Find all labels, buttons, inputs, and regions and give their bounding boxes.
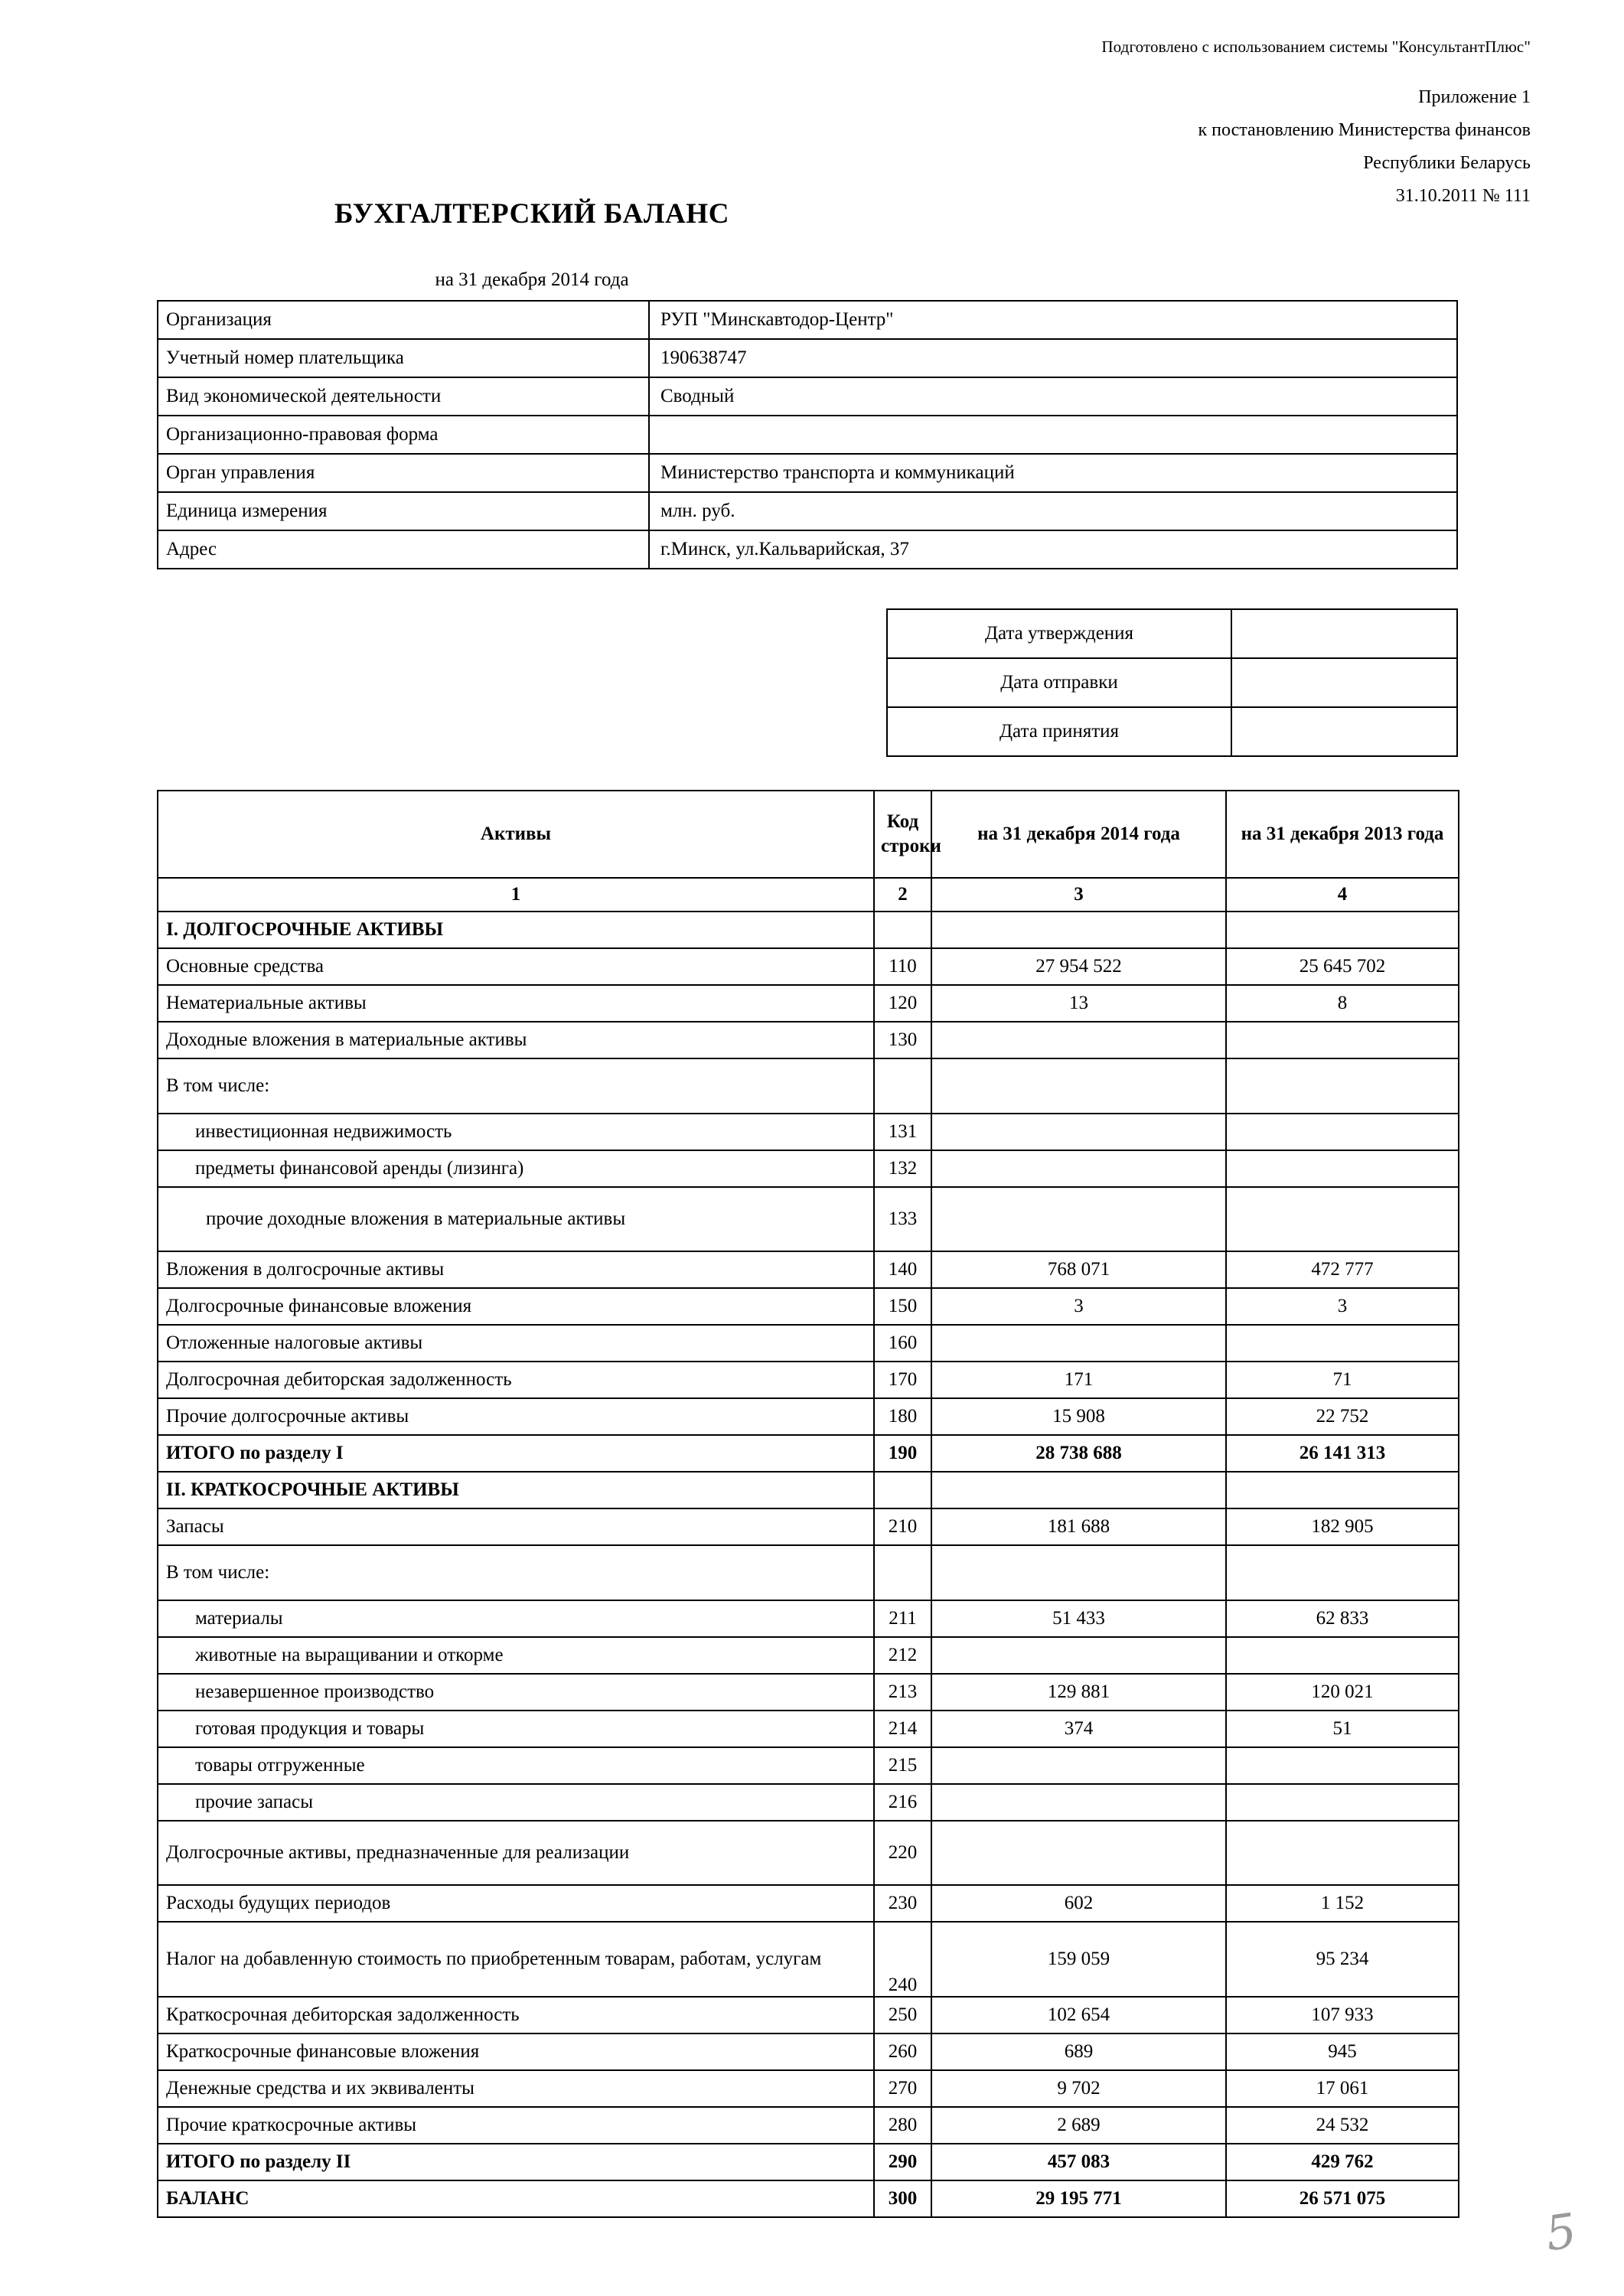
decree-date: 31.10.2011 № 111 — [1395, 185, 1531, 206]
assets-row-name: Доходные вложения в материальные активы — [158, 1022, 874, 1058]
assets-table-row — [158, 1288, 1459, 1325]
assets-row-name: готовая продукция и товары — [158, 1711, 874, 1747]
assets-row-name: II. КРАТКОСРОЧНЫЕ АКТИВЫ — [158, 1472, 874, 1508]
assets-row-value-2014: 602 — [931, 1885, 1226, 1922]
assets-row-value-2013: 120 021 — [1226, 1674, 1459, 1711]
approval-date-label: Дата утверждения — [887, 609, 1231, 658]
assets-table-row — [158, 1711, 1459, 1747]
assets-row-name: прочие запасы — [158, 1784, 874, 1821]
assets-row-name: предметы финансовой аренды (лизинга) — [158, 1150, 874, 1187]
assets-row-value-2013 — [1226, 1545, 1459, 1600]
assets-row-code: 300 — [874, 2180, 931, 2217]
organization-row-value: млн. руб. — [649, 492, 1457, 530]
assets-row-name: Налог на добавленную стоимость по приобретенным товарам, работам, услугам — [158, 1922, 874, 1997]
assets-row-value-2014 — [931, 1821, 1226, 1885]
organization-row-value — [649, 416, 1457, 454]
assets-table-row — [158, 985, 1459, 1022]
organization-row-label: Адрес — [158, 530, 649, 569]
assets-row-value-2013 — [1226, 1747, 1459, 1784]
assets-row-value-2014: 181 688 — [931, 1508, 1226, 1545]
assets-row-name: Долгосрочные активы, предназначенные для реализации — [158, 1821, 874, 1885]
organization-row — [158, 492, 1457, 530]
assets-row-name: материалы — [158, 1600, 874, 1637]
assets-row-value-2013: 182 905 — [1226, 1508, 1459, 1545]
assets-row-value-2013: 62 833 — [1226, 1600, 1459, 1637]
column-number-row — [158, 878, 1459, 912]
assets-row-value-2014: 28 738 688 — [931, 1435, 1226, 1472]
assets-row-value-2014: 13 — [931, 985, 1226, 1022]
assets-table-row — [158, 1022, 1459, 1058]
assets-row-value-2014: 171 — [931, 1362, 1226, 1398]
appendix-reference — [1101, 83, 1531, 211]
assets-row-name: В том числе: — [158, 1545, 874, 1600]
assets-row-name: Расходы будущих периодов — [158, 1885, 874, 1922]
organization-row-label: Единица измерения — [158, 492, 649, 530]
assets-row-name: Долгосрочная дебиторская задолженность — [158, 1362, 874, 1398]
assets-row-value-2013 — [1226, 1150, 1459, 1187]
assets-row-code: 133 — [874, 1187, 931, 1251]
assets-row-value-2013: 51 — [1226, 1711, 1459, 1747]
assets-row-value-2014: 689 — [931, 2033, 1226, 2070]
assets-row-value-2014 — [931, 1472, 1226, 1508]
assets-table-row — [158, 948, 1459, 985]
assets-row-code: 212 — [874, 1637, 931, 1674]
assets-row-name: В том числе: — [158, 1058, 874, 1114]
assets-table-row — [158, 1114, 1459, 1150]
assets-table-row — [158, 1600, 1459, 1637]
assets-row-name: Запасы — [158, 1508, 874, 1545]
col-header-2013: на 31 декабря 2013 года — [1226, 791, 1459, 878]
assets-row-value-2014 — [931, 1747, 1226, 1784]
assets-row-value-2013: 8 — [1226, 985, 1459, 1022]
assets-table-row — [158, 912, 1459, 948]
assets-row-name: БАЛАНС — [158, 2180, 874, 2217]
assets-row-value-2014: 15 908 — [931, 1398, 1226, 1435]
assets-row-name: Отложенные налоговые активы — [158, 1325, 874, 1362]
assets-row-code: 215 — [874, 1747, 931, 1784]
assets-row-code: 131 — [874, 1114, 931, 1150]
assets-row-name: Краткосрочные финансовые вложения — [158, 2033, 874, 2070]
assets-row-name: ИТОГО по разделу II — [158, 2144, 874, 2180]
assets-row-value-2013: 945 — [1226, 2033, 1459, 2070]
approval-date-row — [887, 609, 1457, 658]
assets-row-value-2013: 429 762 — [1226, 2144, 1459, 2180]
col-number-4: 4 — [1226, 878, 1459, 912]
assets-row-name: прочие доходные вложения в материальные активы — [158, 1187, 874, 1251]
handwritten-page-number: 5 — [1542, 2202, 1580, 2262]
assets-table-row — [158, 2144, 1459, 2180]
assets-row-value-2013 — [1226, 1637, 1459, 1674]
assets-row-code: 260 — [874, 2033, 931, 2070]
assets-row-value-2013: 17 061 — [1226, 2070, 1459, 2107]
assets-row-code — [874, 912, 931, 948]
organization-row — [158, 339, 1457, 377]
assets-table-row — [158, 1821, 1459, 1885]
assets-row-value-2014: 129 881 — [931, 1674, 1226, 1711]
assets-row-code: 150 — [874, 1288, 931, 1325]
organization-row — [158, 454, 1457, 492]
assets-table-row — [158, 1997, 1459, 2033]
assets-row-code: 213 — [874, 1674, 931, 1711]
organization-row-value: 190638747 — [649, 339, 1457, 377]
assets-table-row — [158, 2107, 1459, 2144]
organization-row — [158, 377, 1457, 416]
assets-row-value-2013 — [1226, 1058, 1459, 1114]
assets-row-name: ИТОГО по разделу I — [158, 1435, 874, 1472]
assets-row-code: 216 — [874, 1784, 931, 1821]
assets-row-name: Краткосрочная дебиторская задолженность — [158, 1997, 874, 2033]
assets-row-value-2014 — [931, 1325, 1226, 1362]
assets-row-code: 240 — [874, 1922, 931, 1997]
header-block — [1101, 34, 1531, 214]
organization-row-label: Учетный номер плательщика — [158, 339, 649, 377]
assets-row-code: 120 — [874, 985, 931, 1022]
assets-table-row — [158, 1325, 1459, 1362]
assets-row-value-2013 — [1226, 1187, 1459, 1251]
assets-row-name: Прочие краткосрочные активы — [158, 2107, 874, 2144]
assets-row-name: товары отгруженные — [158, 1747, 874, 1784]
assets-row-code: 190 — [874, 1435, 931, 1472]
assets-row-value-2014: 27 954 522 — [931, 948, 1226, 985]
assets-table-row — [158, 2070, 1459, 2107]
assets-row-name: инвестиционная недвижимость — [158, 1114, 874, 1150]
assets-row-value-2013 — [1226, 1022, 1459, 1058]
assets-row-code: 220 — [874, 1821, 931, 1885]
source-note: Подготовлено с использованием системы "КонсультантПлюс" — [1101, 38, 1531, 56]
assets-row-code: 214 — [874, 1711, 931, 1747]
organization-row — [158, 530, 1457, 569]
assets-row-value-2014 — [931, 1114, 1226, 1150]
assets-row-code: 270 — [874, 2070, 931, 2107]
assets-table-head — [158, 791, 1459, 912]
assets-row-name: Вложения в долгосрочные активы — [158, 1251, 874, 1288]
approval-date-value — [1231, 609, 1457, 658]
assets-row-name: Денежные средства и их эквиваленты — [158, 2070, 874, 2107]
assets-row-value-2013: 71 — [1226, 1362, 1459, 1398]
assets-row-value-2014: 51 433 — [931, 1600, 1226, 1637]
organization-row-label: Организационно-правовая форма — [158, 416, 649, 454]
assets-row-value-2014 — [931, 1058, 1226, 1114]
assets-table-row — [158, 1674, 1459, 1711]
assets-row-code: 230 — [874, 1885, 931, 1922]
col-header-code: Код строки — [874, 791, 931, 878]
assets-table-row — [158, 1187, 1459, 1251]
assets-table-row — [158, 1435, 1459, 1472]
assets-row-value-2013 — [1226, 1325, 1459, 1362]
col-number-2: 2 — [874, 878, 931, 912]
assets-row-code: 160 — [874, 1325, 931, 1362]
approval-date-label: Дата принятия — [887, 707, 1231, 756]
assets-row-code — [874, 1545, 931, 1600]
assets-row-code: 250 — [874, 1997, 931, 2033]
assets-row-value-2013: 25 645 702 — [1226, 948, 1459, 985]
assets-row-name: животные на выращивании и откорме — [158, 1637, 874, 1674]
assets-row-code: 132 — [874, 1150, 931, 1187]
approval-date-value — [1231, 707, 1457, 756]
appendix-number: Приложение 1 — [1418, 87, 1531, 108]
organization-row — [158, 416, 1457, 454]
assets-row-code: 140 — [874, 1251, 931, 1288]
assets-row-value-2013 — [1226, 1472, 1459, 1508]
assets-row-value-2013 — [1226, 1784, 1459, 1821]
col-header-assets: Активы — [158, 791, 874, 878]
assets-row-value-2014: 29 195 771 — [931, 2180, 1226, 2217]
assets-table-row — [158, 1508, 1459, 1545]
organization-row-value: г.Минск, ул.Кальварийская, 37 — [649, 530, 1457, 569]
assets-table-row — [158, 1362, 1459, 1398]
assets-row-code — [874, 1058, 931, 1114]
approval-dates-table — [886, 608, 1458, 757]
assets-row-value-2014 — [931, 1187, 1226, 1251]
assets-table-row — [158, 1784, 1459, 1821]
organization-row-value: Министерство транспорта и коммуникаций — [649, 454, 1457, 492]
col-number-3: 3 — [931, 878, 1226, 912]
approval-date-label: Дата отправки — [887, 658, 1231, 707]
page-title: БУХГАЛТЕРСКИЙ БАЛАНС — [334, 198, 730, 230]
assets-row-code: 180 — [874, 1398, 931, 1435]
organization-row-label: Вид экономической деятельности — [158, 377, 649, 416]
assets-table-row — [158, 1150, 1459, 1187]
organization-table — [157, 300, 1458, 569]
assets-row-name: незавершенное производство — [158, 1674, 874, 1711]
assets-row-value-2013: 26 571 075 — [1226, 2180, 1459, 2217]
assets-row-value-2013: 472 777 — [1226, 1251, 1459, 1288]
col-header-2014: на 31 декабря 2014 года — [931, 791, 1226, 878]
decree-line-1: к постановлению Министерства финансов — [1198, 119, 1531, 140]
assets-row-value-2014 — [931, 1545, 1226, 1600]
assets-row-name: Основные средства — [158, 948, 874, 985]
assets-row-code: 110 — [874, 948, 931, 985]
assets-row-value-2013 — [1226, 1821, 1459, 1885]
assets-table-row — [158, 1637, 1459, 1674]
assets-row-name: Нематериальные активы — [158, 985, 874, 1022]
assets-row-value-2014 — [931, 1784, 1226, 1821]
assets-table-row — [158, 1472, 1459, 1508]
assets-row-value-2013: 26 141 313 — [1226, 1435, 1459, 1472]
assets-row-value-2014 — [931, 1022, 1226, 1058]
assets-row-code: 130 — [874, 1022, 931, 1058]
assets-row-value-2014: 102 654 — [931, 1997, 1226, 2033]
assets-row-value-2014: 9 702 — [931, 2070, 1226, 2107]
assets-row-code: 170 — [874, 1362, 931, 1398]
assets-row-value-2014 — [931, 912, 1226, 948]
assets-row-value-2014: 768 071 — [931, 1251, 1226, 1288]
col-number-1: 1 — [158, 878, 874, 912]
assets-row-value-2013 — [1226, 1114, 1459, 1150]
assets-row-value-2013: 22 752 — [1226, 1398, 1459, 1435]
organization-row-value: РУП "Минскавтодор-Центр" — [649, 301, 1457, 339]
assets-row-value-2014 — [931, 1637, 1226, 1674]
assets-row-value-2014: 457 083 — [931, 2144, 1226, 2180]
page-subtitle: на 31 декабря 2014 года — [435, 269, 629, 290]
organization-row-label: Организация — [158, 301, 649, 339]
assets-row-code: 280 — [874, 2107, 931, 2144]
organization-row-value: Сводный — [649, 377, 1457, 416]
assets-row-value-2014: 3 — [931, 1288, 1226, 1325]
approval-date-row — [887, 707, 1457, 756]
assets-row-name: Прочие долгосрочные активы — [158, 1398, 874, 1435]
assets-row-name: Долгосрочные финансовые вложения — [158, 1288, 874, 1325]
assets-table-row — [158, 1058, 1459, 1114]
approval-date-row — [887, 658, 1457, 707]
assets-row-code: 210 — [874, 1508, 931, 1545]
assets-row-value-2014: 159 059 — [931, 1922, 1226, 1997]
approval-date-value — [1231, 658, 1457, 707]
assets-row-value-2014: 2 689 — [931, 2107, 1226, 2144]
organization-row — [158, 301, 1457, 339]
decree-line-2: Республики Беларусь — [1363, 152, 1531, 173]
organization-row-label: Орган управления — [158, 454, 649, 492]
assets-table-row — [158, 1398, 1459, 1435]
assets-table-row — [158, 1545, 1459, 1600]
assets-row-value-2013: 3 — [1226, 1288, 1459, 1325]
assets-row-code — [874, 1472, 931, 1508]
assets-row-code: 290 — [874, 2144, 931, 2180]
assets-table-row — [158, 2033, 1459, 2070]
assets-table-row — [158, 2180, 1459, 2217]
assets-row-value-2014 — [931, 1150, 1226, 1187]
assets-row-value-2013: 1 152 — [1226, 1885, 1459, 1922]
assets-table-row — [158, 1885, 1459, 1922]
assets-row-value-2014: 374 — [931, 1711, 1226, 1747]
assets-row-value-2013: 107 933 — [1226, 1997, 1459, 2033]
assets-table-row — [158, 1922, 1459, 1997]
assets-row-code: 211 — [874, 1600, 931, 1637]
assets-row-name: I. ДОЛГОСРОЧНЫЕ АКТИВЫ — [158, 912, 874, 948]
assets-row-value-2013 — [1226, 912, 1459, 948]
assets-table — [157, 790, 1459, 2218]
assets-row-value-2013: 24 532 — [1226, 2107, 1459, 2144]
assets-table-row — [158, 1747, 1459, 1784]
assets-table-row — [158, 1251, 1459, 1288]
assets-row-value-2013: 95 234 — [1226, 1922, 1459, 1997]
